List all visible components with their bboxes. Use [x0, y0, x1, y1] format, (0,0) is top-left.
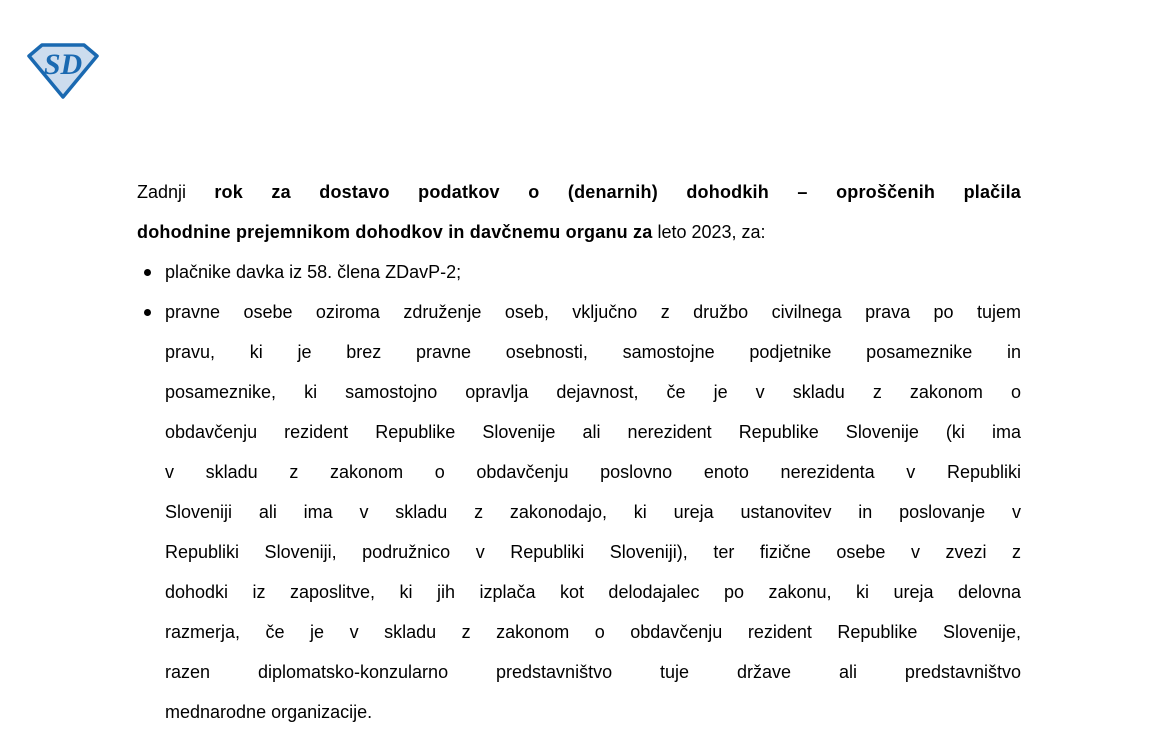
text-line: dohodki iz zaposlitve, ki jih izplača kot delodajalec po zakonu, ki ureja delovna	[165, 582, 1021, 602]
text-line: Republiki Sloveniji, podružnico v Republiki Sloveniji), ter fizične osebe v zvezi z	[165, 542, 1021, 562]
intro-paragraph	[137, 172, 1021, 252]
text-line: obdavčenju rezident Republike Slovenije ali nerezident Republike Slovenije (ki ima	[165, 422, 1021, 442]
text-line: razmerja, če je v skladu z zakonom o obdavčenju rezident Republike Slovenije,	[165, 622, 1021, 642]
svg-text:SD: SD	[43, 48, 83, 81]
bullet-item	[137, 292, 1021, 732]
bullet-list	[137, 252, 1021, 732]
text-line	[137, 212, 1021, 252]
text-line: v skladu z zakonom o obdavčenju poslovno enoto nerezidenta v Republiki	[165, 462, 1021, 482]
text-line: posameznike, ki samostojno opravlja dejavnost, če je v skladu z zakonom o	[165, 382, 1021, 402]
text-line: pravu, ki je brez pravne osebnosti, samostojne podjetnike posameznike in	[165, 342, 1021, 362]
text-line: pravne osebe oziroma združenje oseb, vključno z družbo civilnega prava po tujem	[165, 302, 1021, 322]
bullet-dot	[144, 269, 151, 276]
intro-regular-text: leto 2023, za:	[657, 222, 766, 242]
intro-bold-text: dohodnine prejemnikom dohodkov in davčnemu organu za	[137, 222, 653, 242]
text-line: mednarodne organizacije.	[165, 702, 373, 722]
intro-regular-text: Zadnji	[137, 182, 187, 202]
document-body	[137, 172, 1021, 732]
text-line: razen diplomatsko-konzularno predstavništvo tuje države ali predstavništvo	[165, 662, 1021, 682]
text-line: plačnike davka iz 58. člena ZDavP-2;	[165, 262, 462, 282]
sd-shield-logo-icon	[27, 43, 99, 99]
bullet-dot	[144, 309, 151, 316]
text-line: Sloveniji ali ima v skladu z zakonodajo, ki ureja ustanovitev in poslovanje v	[165, 502, 1021, 522]
text-line	[137, 172, 1021, 212]
bullet-item	[137, 252, 1021, 292]
intro-bold-text: rok za dostavo podatkov o (denarnih) dohodkih – oproščenih plačila	[214, 182, 1021, 202]
